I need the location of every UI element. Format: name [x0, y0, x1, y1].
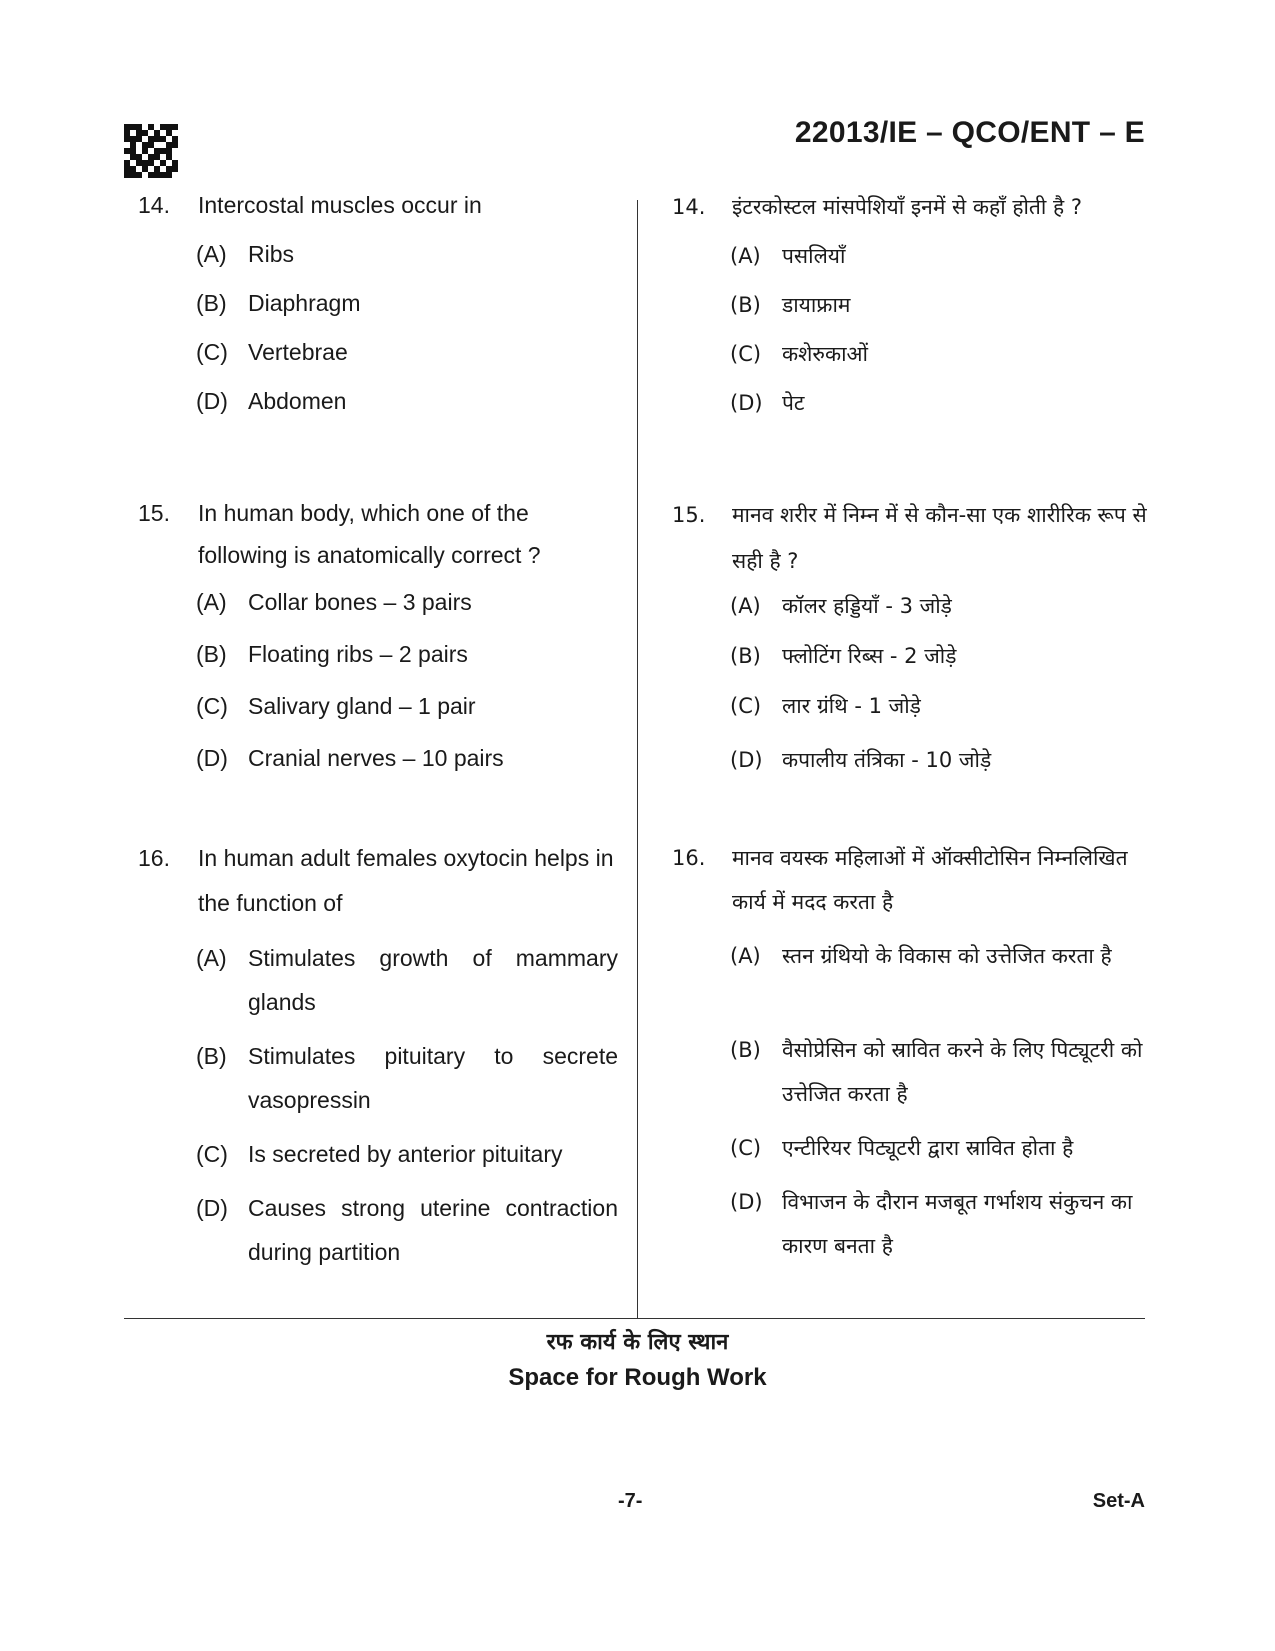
option-c: (C) Salivary gland – 1 pair [196, 693, 476, 719]
question-number: 16. [138, 845, 170, 871]
question-text: इंटरकोस्टल मांसपेशियाँ इनमें से कहाँ होती है ? [732, 195, 1082, 219]
question-14-hi [672, 186, 1147, 425]
qr-code-icon [124, 124, 178, 178]
option-c: (C) एन्टीरियर पिट्यूटरी द्वारा स्रावित होता है [730, 1136, 1074, 1160]
question-16-en [138, 836, 618, 1274]
option-b: (B) Floating ribs – 2 pairs [196, 641, 468, 667]
paper-code: 22013/IE – QCO/ENT – E [794, 116, 1145, 149]
option-d: (D) Abdomen [196, 388, 347, 414]
question-number: 15. [672, 503, 706, 527]
question-text: In human body, which one of the following is anatomically correct ? [198, 500, 541, 568]
page-divider [124, 1318, 1145, 1319]
question-16-hi [672, 836, 1147, 1268]
question-number: 15. [138, 500, 170, 526]
option-c: (C) लार ग्रंथि - 1 जोड़े [730, 694, 921, 718]
option-a: (A) स्तन ग्रंथियो के विकास को उत्तेजित करता है [730, 944, 1112, 968]
option-d: (D) पेट [730, 391, 805, 415]
option-a: (A) Stimulates growth of mammary glands [196, 945, 618, 1015]
option-b: (B) Stimulates pituitary to secrete vasopressin [196, 1043, 618, 1113]
option-b: (B) Diaphragm [196, 290, 361, 316]
option-a: (A) पसलियाँ [730, 244, 846, 268]
option-c: (C) कशेरुकाओं [730, 342, 868, 366]
option-d: (D) विभाजन के दौरान मजबूत गर्भाशय संकुचन का कारण बनता है [730, 1190, 1133, 1258]
option-c: (C) Vertebrae [196, 339, 348, 365]
option-b: (B) वैसोप्रेसिन को स्रावित करने के लिए पिट्यूटरी को उत्तेजित करता है [730, 1038, 1143, 1106]
question-number: 14. [138, 192, 170, 218]
question-text: मानव शरीर में निम्न में से कौन-सा एक शारीरिक रूप से सही है ? [732, 503, 1147, 573]
question-text: In human adult females oxytocin helps in the function of [198, 845, 614, 916]
option-a: (A) कॉलर हड्डियाँ - 3 जोड़े [730, 594, 952, 618]
option-a: (A) Ribs [196, 241, 295, 267]
question-text: मानव वयस्क महिलाओं में ऑक्सीटोसिन निम्नलिखित कार्य में मदद करता है [732, 846, 1128, 914]
question-14-en [138, 184, 618, 423]
option-d: (D) कपालीय तंत्रिका - 10 जोड़े [730, 748, 992, 772]
option-b: (B) फ्लोटिंग रिब्स - 2 जोड़े [730, 644, 957, 668]
question-text: Intercostal muscles occur in [198, 192, 482, 218]
set-label: Set-A [1092, 1490, 1145, 1512]
column-divider [637, 200, 638, 1318]
option-b: (B) डायाफ्राम [730, 293, 851, 317]
option-d: (D) Cranial nerves – 10 pairs [196, 745, 504, 771]
rough-work-label-hindi: रफ कार्य के लिए स्थान [546, 1330, 729, 1355]
option-d: (D) Causes strong uterine contraction during partition [196, 1195, 618, 1265]
question-15-en [138, 492, 618, 780]
option-c: (C) Is secreted by anterior pituitary [196, 1141, 563, 1167]
option-a: (A) Collar bones – 3 pairs [196, 589, 472, 615]
question-number: 16. [672, 846, 706, 870]
page-number: -7- [618, 1490, 643, 1512]
question-number: 14. [672, 195, 706, 219]
rough-work-label: Space for Rough Work [508, 1364, 767, 1391]
question-15-hi [672, 492, 1147, 782]
